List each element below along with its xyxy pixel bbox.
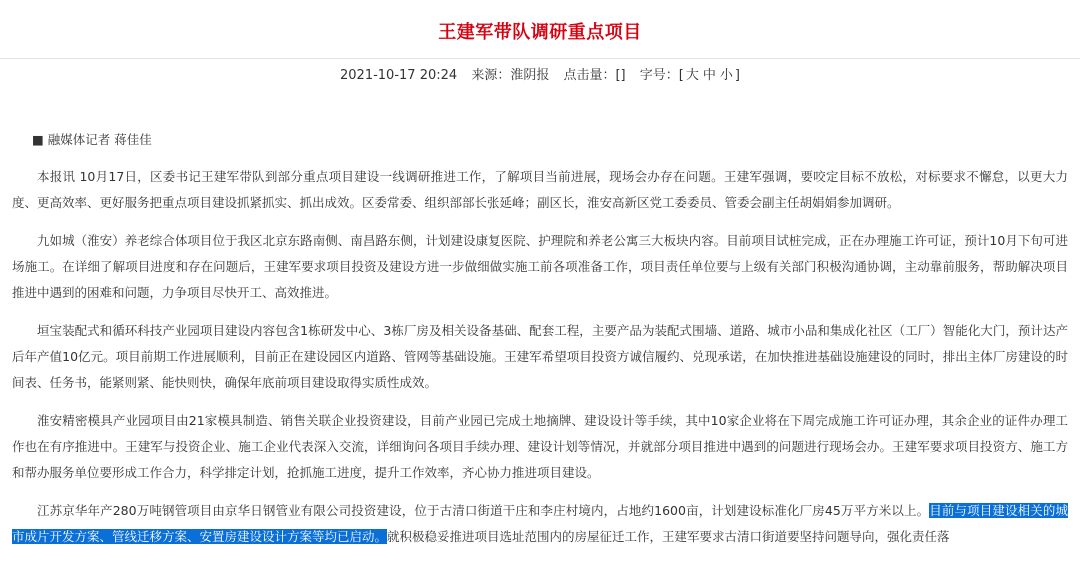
paragraph-5-text-end: 就积极稳妥推进项目选址范围内的房屋征迁工作，王建军要求古清口街道要坚持问题导向，强化责任落	[387, 529, 950, 544]
article-meta	[0, 64, 1080, 83]
selected-text-highlight[interactable]: 目前与项目建设相关的城市成片开发方案、管线迁移方案、安置房建设设计方案等均已启动。	[12, 503, 1068, 544]
paragraph-4: 淮安精密模具产业园项目由21家模具制造、销售关联企业投资建设，目前产业园已完成土地摘牌、建设设计等手续，其中10家企业将在下周完成施工许可证办理，其余企业的证件办理工作也在有序推进中。王建军与投资企业、施工企业代表深入交流，详细询问各项目手续办理、建设计划等情况，并就部分项目推进中遇到的问题进行现场会办。王建军要求项目投资方、施工方和帮办服务单位要形成工作合力，科学排定计划，抢抓施工进度，提升工作效率，齐心协力推进项目建设。	[12, 413, 1068, 480]
byline: ■ 融媒体记者 蒋佳佳	[32, 132, 152, 147]
font-size-close: ]	[734, 68, 740, 83]
font-size-control	[640, 68, 740, 83]
font-size-label: 字号：[	[639, 68, 684, 83]
font-size-large-link[interactable]: 大	[685, 68, 699, 83]
article-title: 王建军带队调研重点项目	[438, 22, 642, 43]
paragraph-5	[12, 498, 1068, 550]
font-size-medium-link[interactable]: 中	[702, 68, 716, 83]
source-label: 来源：淮阴报	[471, 68, 550, 83]
article-body	[12, 127, 1068, 562]
publish-datetime: 2021-10-17 20:24	[340, 68, 458, 83]
font-size-small-link[interactable]: 小	[719, 68, 733, 83]
paragraph-5-text-start: 江苏京华年产280万吨钢管项目由京华日钢管业有限公司投资建设，位于古清口街道干庄和李庄村境内，占地约1600亩，计划建设标准化厂房45万平方米以上。	[37, 503, 930, 518]
title-divider	[0, 58, 1080, 59]
paragraph-3: 垣宝装配式和循环科技产业园项目建设内容包含1栋研发中心、3栋厂房及相关设备基础、配套工程，主要产品为装配式围墙、道路、城市小品和集成化社区（工厂）智能化大门，预计达产后年产值10亿元。项目前期工作进展顺利，目前正在建设园区内道路、管网等基础设施。王建军希望项目投资方诚信履约、兑现承诺，在加快推进基础设施建设的同时，排出主体厂房建设的时间表、任务书，能紧则紧、能快则快，确保年底前项目建设取得实质性成效。	[12, 323, 1068, 390]
click-count: 点击量：[]	[563, 68, 626, 83]
paragraph-1: 本报讯 10月17日，区委书记王建军带队到部分重点项目建设一线调研推进工作，了解项目当前进展，现场会办存在问题。王建军强调，要咬定目标不放松，对标要求不懈怠，以更大力度、更高效率、更好服务把重点项目建设抓紧抓实、抓出成效。区委常委、组织部部长张延峰；副区长，淮安高新区党工委委员、管委会副主任胡娟娟参加调研。	[12, 169, 1068, 210]
paragraph-2: 九如城（淮安）养老综合体项目位于我区北京东路南侧、南昌路东侧，计划建设康复医院、护理院和养老公寓三大板块内容。目前项目试桩完成，正在办理施工许可证，预计10月下旬可进场施工。在详细了解项目进度和存在问题后，王建军要求项目投资及建设方进一步做细做实施工前各项准备工作，项目责任单位要与上级有关部门积极沟通协调，主动靠前服务，帮助解决项目推进中遇到的困难和问题，力争项目尽快开工、高效推进。	[12, 233, 1068, 300]
